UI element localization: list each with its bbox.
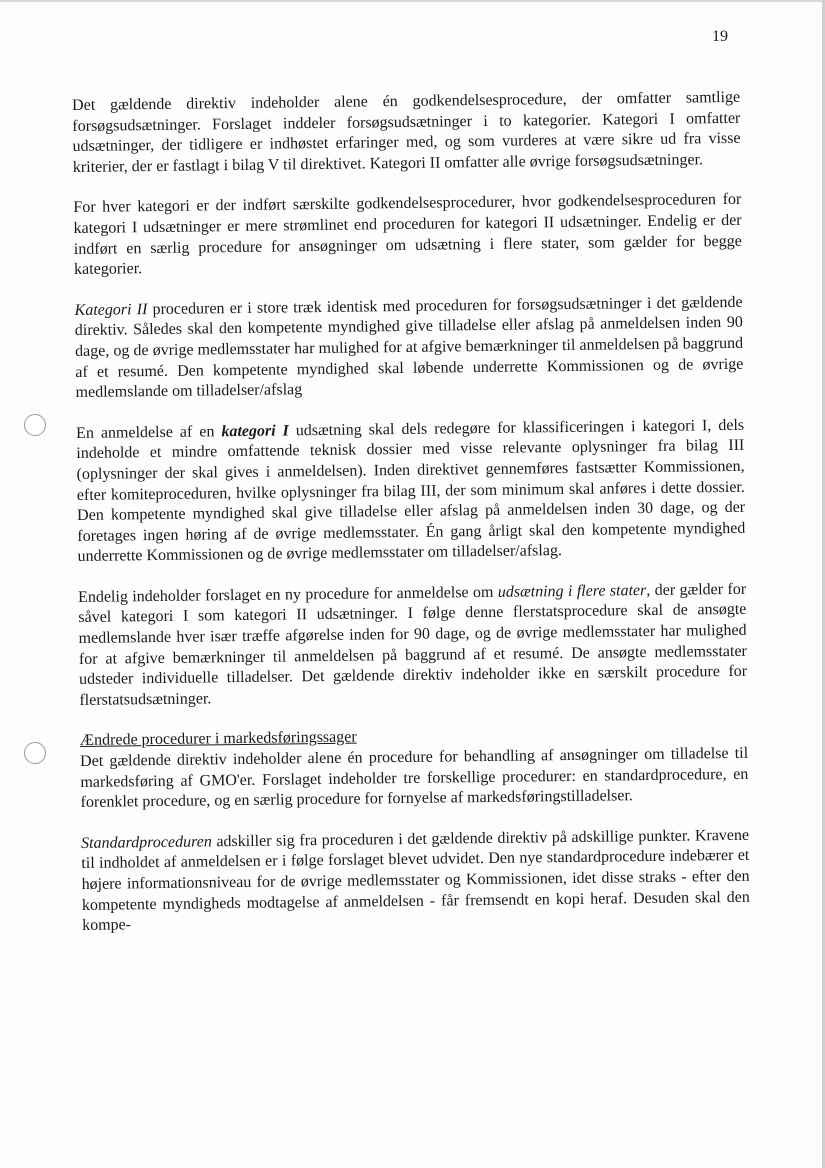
paragraph-flere-stater-pre: Endelig indeholder forslaget en ny procedure for anmeldelse om [78, 583, 498, 606]
page-top-edge [0, 0, 825, 2]
paragraph-kategori-ii-text: proceduren er i store træk identisk med proceduren for forsøgsudsætninger i det gældende direktiv. Således skal den kompetente myndighed give tilladelse eller afslag på anmeldelsen inden 90 dage, og de øvrige medlemsstater har mulighed for at afgive bemærkninger til anmeldelsen på baggrund af et resumé. Den kompetente myndighed skal løbende underrette Kommissionen og de øvrige medlemslande om tilladelser/afslag [74, 293, 744, 402]
punch-hole-lower [24, 742, 46, 764]
paragraph-markedsforing-text: Det gældende direktiv indeholder alene én procedure for behandling af ansøgninger om tilladelse til markedsføring af GMO'er. Forslaget indeholder tre forskellige procedurer: en standardprocedure, en forenklet procedure, og en særlig procedure for fornyelse af markedsføringstilladelser. [80, 744, 749, 812]
paragraph-markedsforing [80, 723, 749, 814]
kategori-ii-lead: Kategori II [74, 300, 148, 319]
flere-stater-emphasis: udsætning i flere stater [497, 581, 647, 601]
paragraph-procedures-text: For hver kategori er der indført særskilte godkendelsesprocedurer, hvor godkendelsesproceduren for kategori I udsætninger er mere strømlinet end proceduren for kategori II udsætninger. Endelig er der indført en særlig procedure for ansøgninger om udsætning i flere stater, som gælder for begge kategorier. [73, 191, 742, 279]
paragraph-procedures [73, 190, 742, 281]
paragraph-kategori-i-text: udsætning skal dels redegøre for klassificeringen i kategori I, dels indeholde et mindre omfattende teknisk dossier med visse relevante oplysninger fra bilag III (oplysninger der skal gives i anmeldelsen). Inden direktivet gennemføres fastsætter Kommissionen, efter komiteproceduren, hvilke oplysninger fra bilag III, der som minimum skal anføres i dette dossier. Den kompetente myndighed skal give tilladelse eller afslag på anmeldelsen inden 30 dage, og der foretages ingen høring af de øvrige medlemsstater. Én gang årligt skal den kompetente myndighed underrette Kommissionen og de øvrige medlemsstater om tilladelser/afslag. [76, 416, 746, 566]
punch-hole-upper [24, 414, 46, 436]
section-heading: Ændrede procedurer i markedsføringssager [79, 729, 357, 750]
page-number: 19 [712, 28, 728, 45]
paragraph-kategori-ii [75, 293, 744, 404]
paragraph-kategori-i [76, 416, 746, 568]
document-body [72, 88, 750, 937]
standardprocedure-lead: Standardproceduren [81, 833, 212, 852]
paragraph-kategori-i-pre: En anmeldelse af en [76, 422, 222, 442]
paragraph-flere-stater [78, 580, 747, 712]
paragraph-flere-stater-text: , der gælder for såvel kategori I som kategori II udsætninger. I følge denne flerstatsprocedure skal de ansøgte medlemslande hver især træffe afgørelse inden for 90 dage, og de øvrige medlemsstater har mulighed for at afgive bemærkninger til anmeldelsen på baggrund af et resumé. De ansøgte medlemsstater udsteder individuelle tilladelser. Det gældende direktiv indeholder ikke en særskilt procedure for flerstatsudsætninger. [78, 580, 748, 709]
paragraph-intro [72, 88, 741, 179]
kategori-i-emphasis: kategori I [221, 422, 289, 440]
paragraph-standardprocedure [81, 826, 750, 937]
paragraph-standardprocedure-text: adskiller sig fra proceduren i det gældende direktiv på adskillige punkter. Kravene til indholdet af anmeldelsen er i følge forslaget blevet udvidet. Den nye standardprocedure indebærer et højere informationsniveau for de øvrige medlemsstater og Kommissionen, idet disse straks - efter den kompetente myndigheds modtagelse af anmeldelsen - får fremsendt en kopi heraf. Desuden skal den kompe- [81, 826, 750, 935]
paragraph-intro-text: Det gældende direktiv indeholder alene én godkendelsesprocedure, der omfatter samtlige forsøgsudsætninger. Forslaget inddeler forsøgsudsætninger i to kategorier. Kategori I omfatter udsætninger, der tidligere er indhøstet erfaringer med, og som vurderes at være sikre ud fra visse kriterier, der er fastlagt i bilag V til direktivet. Kategori II omfatter alle øvrige forsøgsudsætninger. [72, 88, 741, 176]
